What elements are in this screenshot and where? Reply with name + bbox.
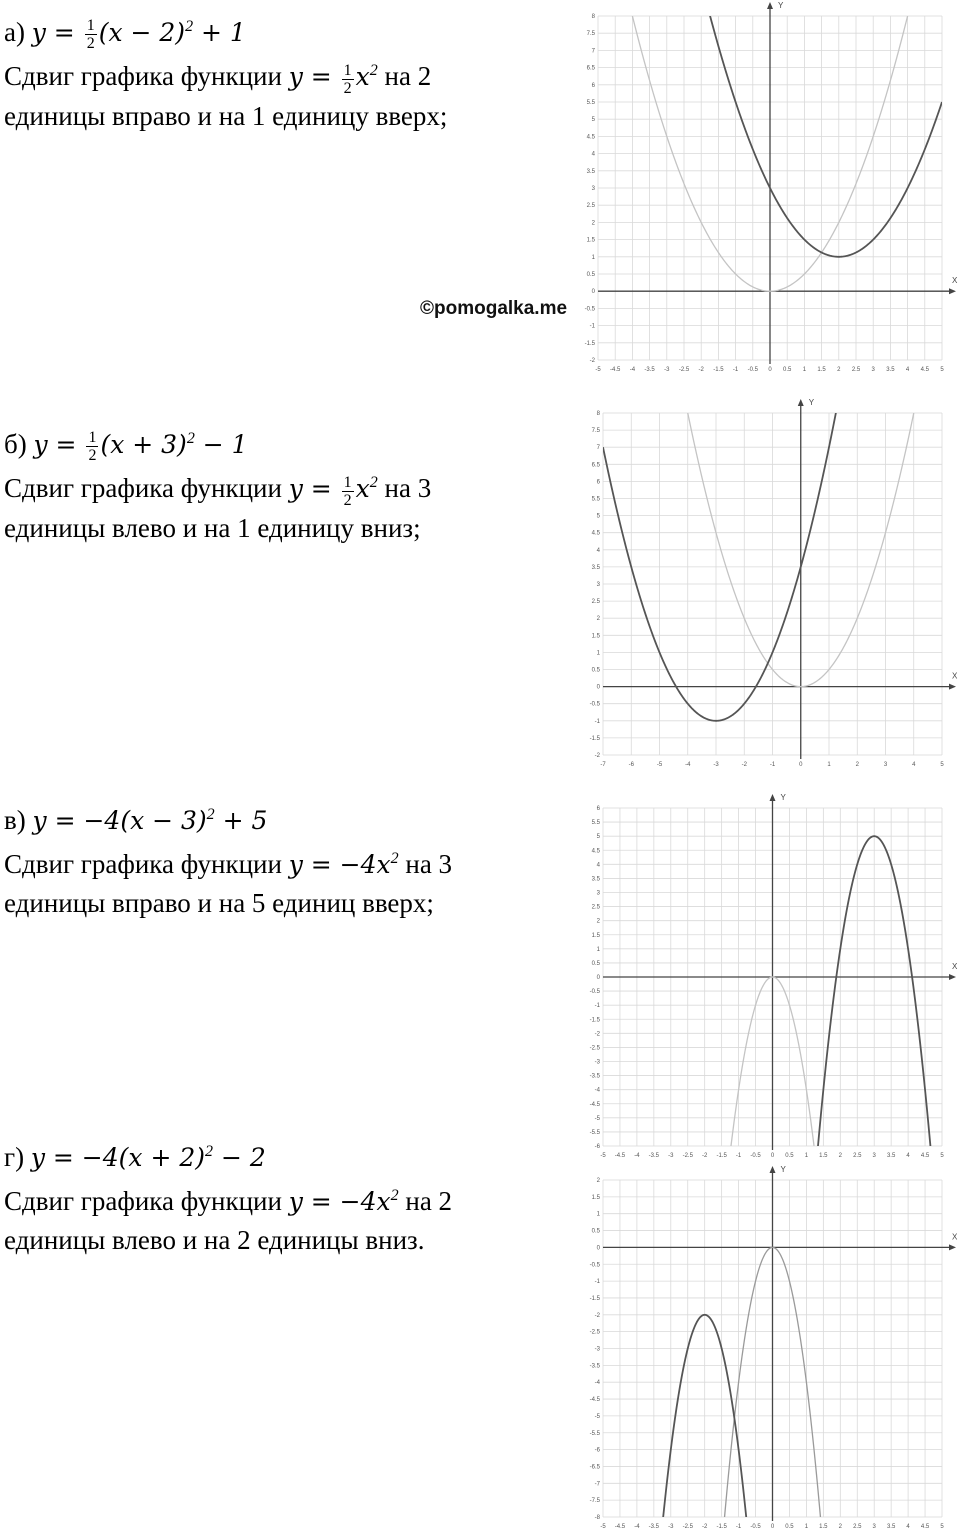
y-tick-label: 5.5 bbox=[591, 496, 600, 503]
y-tick-label: 4 bbox=[596, 862, 600, 869]
equation-g-tail: − 2 bbox=[213, 1143, 266, 1172]
x-tick-label: 1.5 bbox=[819, 1524, 828, 1530]
exponent: 2 bbox=[390, 850, 399, 867]
exponent: 2 bbox=[185, 18, 194, 35]
equation-a-pre: y = bbox=[31, 18, 83, 47]
x-tick-label: 0.5 bbox=[785, 1524, 794, 1530]
x-tick-label: 3 bbox=[872, 1524, 876, 1530]
equation-a bbox=[4, 8, 447, 52]
y-tick-label: 1.5 bbox=[586, 237, 595, 244]
y-tick-label: 8 bbox=[591, 14, 595, 20]
y-tick-label: -3 bbox=[594, 1346, 600, 1353]
y-tick-label: -4 bbox=[594, 1087, 600, 1094]
y-axis-arrow bbox=[767, 2, 773, 9]
x-tick-label: 5 bbox=[940, 1524, 944, 1530]
y-tick-label: 1.5 bbox=[591, 932, 600, 939]
x-tick-label: 5 bbox=[940, 762, 944, 768]
letter-v: в) bbox=[4, 805, 26, 835]
equation-v bbox=[4, 796, 452, 840]
y-tick-label: 2.5 bbox=[591, 904, 600, 911]
y-tick-label: 4 bbox=[596, 547, 600, 554]
x-tick-label: 1 bbox=[804, 1153, 809, 1159]
line1-g-pre: Сдвиг графика функции bbox=[4, 1186, 289, 1216]
equation-a-post: (x − 2) bbox=[98, 18, 186, 47]
x-tick-label: -2 bbox=[698, 367, 704, 373]
equation-g bbox=[4, 1133, 452, 1177]
y-tick-label: -8 bbox=[594, 1515, 600, 1521]
y-tick-label: 3.5 bbox=[586, 168, 595, 175]
line2-b: единицы влево и на 1 единицу вниз; bbox=[4, 512, 421, 543]
fraction-num: 1 bbox=[343, 61, 352, 79]
fraction bbox=[85, 17, 97, 52]
equation-v-tail: + 5 bbox=[214, 806, 268, 835]
x-tick-label: -1.5 bbox=[713, 367, 724, 373]
x-tick-label: 3.5 bbox=[886, 1153, 896, 1159]
x-axis-arrow bbox=[949, 288, 956, 294]
y-tick-label: 5 bbox=[596, 834, 600, 841]
y-tick-label: -6 bbox=[594, 1144, 600, 1150]
y-tick-label: 6.5 bbox=[586, 65, 595, 72]
x-tick-label: -2 bbox=[702, 1524, 708, 1530]
y-tick-label: 1.5 bbox=[591, 1194, 600, 1201]
x-tick-label: 1.5 bbox=[819, 1153, 828, 1159]
y-tick-label: 3 bbox=[596, 890, 600, 897]
y-tick-label: -1.5 bbox=[584, 340, 595, 347]
line1-g-f: y = −4x bbox=[288, 1187, 391, 1216]
letter-a: а) bbox=[4, 17, 25, 47]
y-tick-label: 6 bbox=[591, 82, 595, 89]
y-tick-label: 3 bbox=[591, 186, 595, 192]
y-tick-label: 0.5 bbox=[591, 1228, 600, 1235]
x-tick-label: 0 bbox=[799, 762, 803, 768]
x-tick-label: -0.5 bbox=[747, 367, 758, 373]
line1-a-x: x bbox=[355, 62, 370, 92]
x-tick-label: 1.5 bbox=[817, 367, 826, 373]
x-tick-label: 3.5 bbox=[886, 1524, 896, 1530]
y-tick-label: 7 bbox=[596, 445, 600, 452]
x-tick-label: 0.5 bbox=[783, 367, 792, 373]
y-tick-label: 3.5 bbox=[591, 564, 600, 571]
y-tick-label: 1 bbox=[596, 1211, 600, 1218]
fraction-den: 2 bbox=[86, 35, 95, 53]
fraction bbox=[342, 62, 354, 97]
x-tick-label: 0 bbox=[770, 1524, 775, 1530]
x-tick-label: -0.5 bbox=[750, 1524, 761, 1530]
fraction-den: 2 bbox=[88, 447, 97, 465]
exponent: 2 bbox=[369, 62, 378, 80]
x-tick-label: 3.5 bbox=[886, 367, 895, 373]
y-tick-label: -5 bbox=[594, 1413, 600, 1420]
line1-g-post: на 2 bbox=[398, 1186, 453, 1216]
item-g bbox=[4, 1133, 452, 1259]
y-tick-label: 3.5 bbox=[591, 876, 600, 883]
x-tick-label: -1.5 bbox=[716, 1153, 727, 1159]
x-tick-label: -4.5 bbox=[614, 1524, 626, 1530]
x-tick-label: -2.5 bbox=[678, 367, 690, 373]
item-a bbox=[4, 8, 447, 135]
y-axis-arrow bbox=[770, 1166, 776, 1173]
x-tick-label: 5 bbox=[940, 367, 944, 373]
x-tick-label: -2 bbox=[741, 762, 747, 768]
x-tick-label: -2.5 bbox=[682, 1524, 693, 1530]
watermark: ©pomogalka.me bbox=[420, 298, 568, 319]
line1-a-y: y = bbox=[288, 62, 340, 92]
y-tick-label: -4 bbox=[594, 1380, 600, 1387]
x-tick-label: -4.5 bbox=[614, 1153, 626, 1159]
y-tick-label: -3 bbox=[594, 1059, 600, 1066]
x-tick-label: -7 bbox=[600, 762, 606, 768]
y-tick-label: -2 bbox=[594, 753, 600, 759]
y-axis-arrow bbox=[770, 794, 776, 801]
y-tick-label: -3.5 bbox=[589, 1073, 600, 1080]
x-tick-label: -4 bbox=[634, 1153, 640, 1159]
y-tick-label: -1 bbox=[594, 1279, 600, 1286]
x-tick-label: 4.5 bbox=[920, 1153, 930, 1159]
y-tick-label: -5.5 bbox=[589, 1129, 600, 1136]
x-tick-label: -3 bbox=[668, 1153, 674, 1159]
graph-v bbox=[570, 790, 960, 1160]
y-tick-label: -1.5 bbox=[589, 735, 600, 742]
x-tick-label: -3.5 bbox=[644, 367, 655, 373]
y-axis-label: Y bbox=[780, 1165, 786, 1174]
y-axis-label: Y bbox=[780, 793, 786, 802]
y-axis-label: Y bbox=[808, 398, 815, 407]
y-tick-label: -5 bbox=[594, 1115, 600, 1122]
x-tick-label: -4 bbox=[634, 1524, 640, 1530]
x-tick-label: -4 bbox=[685, 762, 691, 768]
x-axis-label: X bbox=[952, 671, 958, 681]
y-axis-label: Y bbox=[778, 1, 784, 10]
x-tick-label: -5 bbox=[600, 1524, 606, 1530]
x-tick-label: -5 bbox=[600, 1153, 606, 1159]
y-tick-label: 1 bbox=[596, 946, 600, 953]
y-tick-label: -1 bbox=[594, 718, 600, 725]
fraction-den: 2 bbox=[343, 79, 352, 97]
line1-v-post: на 3 bbox=[398, 849, 453, 879]
x-tick-label: -1 bbox=[732, 367, 739, 373]
y-tick-label: 6.5 bbox=[591, 462, 600, 469]
y-tick-label: 7 bbox=[591, 48, 595, 55]
x-axis-label: X bbox=[952, 1232, 958, 1242]
y-tick-label: -6 bbox=[594, 1447, 600, 1454]
graph-b bbox=[570, 395, 960, 770]
x-tick-label: 1 bbox=[804, 1524, 809, 1530]
x-tick-label: -1 bbox=[769, 762, 776, 768]
equation-b-post: (x + 3) bbox=[100, 430, 187, 459]
y-tick-label: 4.5 bbox=[591, 848, 600, 855]
y-tick-label: 0 bbox=[596, 1245, 600, 1252]
y-tick-label: -7.5 bbox=[589, 1498, 600, 1505]
y-tick-label: -3.5 bbox=[589, 1363, 600, 1370]
y-tick-label: 2 bbox=[596, 1178, 600, 1184]
line1-b bbox=[4, 464, 431, 508]
y-tick-label: -2 bbox=[594, 1312, 600, 1319]
y-tick-label: 2 bbox=[591, 220, 595, 227]
y-tick-label: -1 bbox=[594, 1003, 600, 1010]
x-tick-label: 2 bbox=[837, 367, 841, 373]
y-tick-label: 2.5 bbox=[591, 599, 600, 606]
x-tick-label: 4 bbox=[906, 1153, 910, 1159]
equation-b bbox=[4, 420, 431, 464]
exponent: 2 bbox=[186, 430, 195, 447]
x-tick-label: 4 bbox=[912, 762, 916, 768]
line1-v-pre: Сдвиг графика функции bbox=[4, 849, 289, 879]
y-tick-label: 5 bbox=[591, 117, 595, 124]
graph-a bbox=[570, 0, 960, 375]
y-tick-label: -6.5 bbox=[589, 1464, 600, 1471]
x-tick-label: 2.5 bbox=[851, 367, 861, 373]
y-tick-label: 4.5 bbox=[586, 134, 595, 141]
y-tick-label: -1.5 bbox=[589, 1295, 600, 1302]
x-tick-label: 2 bbox=[838, 1153, 842, 1159]
fraction bbox=[86, 429, 98, 464]
x-axis-arrow bbox=[949, 1244, 956, 1250]
y-tick-label: -5.5 bbox=[589, 1430, 600, 1437]
x-tick-label: 2.5 bbox=[853, 1153, 862, 1159]
line1-b-x: x bbox=[355, 474, 370, 504]
y-tick-label: 4.5 bbox=[591, 530, 600, 537]
exponent: 2 bbox=[369, 474, 378, 492]
equation-a-tail: + 1 bbox=[193, 18, 246, 47]
y-tick-label: -2.5 bbox=[589, 1329, 600, 1336]
x-tick-label: -5 bbox=[595, 367, 601, 373]
fraction bbox=[342, 474, 354, 509]
y-tick-label: -0.5 bbox=[584, 306, 595, 313]
y-tick-label: 8 bbox=[596, 411, 600, 417]
y-tick-label: -0.5 bbox=[589, 701, 600, 708]
y-tick-label: 0.5 bbox=[591, 667, 600, 674]
x-tick-label: -3 bbox=[713, 762, 719, 768]
letter-g: г) bbox=[4, 1142, 25, 1172]
x-tick-label: 0 bbox=[770, 1153, 775, 1159]
y-tick-label: 1 bbox=[596, 650, 600, 657]
y-tick-label: -4.5 bbox=[589, 1101, 600, 1108]
equation-v-pre: y = −4(x − 3) bbox=[32, 806, 207, 835]
y-tick-label: 2.5 bbox=[586, 203, 595, 210]
x-axis-label: X bbox=[952, 276, 958, 286]
y-tick-label: 5.5 bbox=[586, 100, 595, 106]
y-tick-label: 2 bbox=[596, 918, 600, 925]
grid bbox=[603, 413, 942, 755]
line2-g: единицы влево и на 2 единицы вниз. bbox=[4, 1225, 425, 1255]
equation-b-pre: y = bbox=[33, 430, 85, 459]
x-tick-label: 2 bbox=[855, 762, 859, 768]
y-tick-label: -1 bbox=[589, 323, 595, 330]
line1-a-post: на 2 bbox=[377, 61, 432, 92]
y-tick-label: 7.5 bbox=[591, 428, 600, 435]
x-tick-label: 4 bbox=[905, 367, 910, 373]
y-tick-label: 7.5 bbox=[586, 31, 595, 38]
x-tick-label: -1 bbox=[735, 1524, 742, 1530]
x-tick-label: 2.5 bbox=[853, 1524, 862, 1530]
y-tick-label: 5 bbox=[596, 513, 600, 520]
y-tick-label: -2 bbox=[589, 358, 595, 364]
graph-g bbox=[570, 1160, 960, 1533]
y-tick-label: -2 bbox=[594, 1031, 600, 1038]
x-tick-label: -5 bbox=[656, 762, 663, 768]
line1-b-post: на 3 bbox=[377, 473, 432, 504]
y-tick-label: 4 bbox=[591, 151, 595, 158]
fraction-num: 1 bbox=[86, 17, 95, 35]
x-tick-label: 4 bbox=[906, 1524, 910, 1530]
line1-g bbox=[4, 1177, 452, 1221]
y-tick-label: 1.5 bbox=[591, 633, 600, 640]
x-tick-label: -3 bbox=[664, 367, 670, 373]
x-tick-label: -0.5 bbox=[750, 1153, 761, 1159]
x-tick-label: -3.5 bbox=[648, 1524, 660, 1530]
x-tick-label: -4 bbox=[629, 367, 636, 373]
x-tick-label: 3 bbox=[872, 1153, 876, 1159]
exponent: 2 bbox=[205, 1143, 213, 1160]
y-tick-label: 2 bbox=[596, 616, 600, 623]
x-tick-label: -1 bbox=[735, 1153, 742, 1159]
x-axis-arrow bbox=[949, 974, 956, 980]
line1-a-pre: Сдвиг графика функции bbox=[4, 61, 289, 92]
letter-b: б) bbox=[4, 429, 27, 459]
exponent: 2 bbox=[206, 806, 215, 823]
x-tick-label: -2.5 bbox=[682, 1153, 693, 1159]
y-tick-label: 6 bbox=[596, 806, 600, 812]
y-tick-label: -0.5 bbox=[589, 989, 600, 996]
y-tick-label: 0.5 bbox=[586, 272, 595, 278]
x-tick-label: 1 bbox=[802, 367, 807, 373]
y-axis-arrow bbox=[798, 399, 804, 406]
item-v bbox=[4, 796, 452, 922]
y-tick-label: -7 bbox=[594, 1481, 600, 1488]
exponent: 2 bbox=[390, 1187, 399, 1204]
y-tick-label: -1.5 bbox=[589, 1017, 600, 1024]
equation-b-tail: − 1 bbox=[194, 430, 248, 459]
x-tick-label: 3 bbox=[883, 762, 888, 768]
x-tick-label: 4.5 bbox=[920, 1524, 930, 1530]
y-tick-label: 0 bbox=[591, 289, 595, 296]
line1-b-pre: Сдвиг графика функции bbox=[4, 473, 289, 504]
x-tick-label: -1.5 bbox=[716, 1524, 727, 1530]
fraction-num: 1 bbox=[343, 473, 352, 491]
x-tick-label: 2 bbox=[838, 1524, 842, 1530]
x-tick-label: -3 bbox=[668, 1524, 674, 1530]
item-b bbox=[4, 420, 431, 547]
y-tick-label: -4.5 bbox=[589, 1397, 600, 1404]
y-tick-label: 5.5 bbox=[591, 820, 600, 827]
y-tick-label: 0 bbox=[596, 975, 600, 981]
y-tick-label: 1 bbox=[591, 254, 595, 261]
x-tick-label: -6 bbox=[628, 762, 634, 768]
line1-v bbox=[4, 840, 452, 884]
x-tick-label: 5 bbox=[940, 1153, 944, 1159]
x-tick-label: 1 bbox=[827, 762, 831, 768]
x-axis-label: X bbox=[952, 962, 958, 971]
y-tick-label: 0 bbox=[596, 684, 600, 691]
x-tick-label: -4.5 bbox=[610, 367, 621, 373]
y-tick-label: 3 bbox=[596, 582, 600, 588]
fraction-num: 1 bbox=[88, 429, 97, 447]
x-tick-label: 0 bbox=[768, 367, 772, 373]
x-axis-arrow bbox=[949, 684, 956, 690]
line2-v: единицы вправо и на 5 единиц вверх; bbox=[4, 888, 434, 918]
y-tick-label: 0.5 bbox=[591, 960, 600, 967]
x-tick-label: 3 bbox=[871, 367, 875, 373]
y-tick-label: -0.5 bbox=[589, 1262, 600, 1269]
x-tick-label: -3.5 bbox=[648, 1153, 660, 1159]
x-tick-label: -2 bbox=[702, 1153, 708, 1159]
line1-v-f: y = −4x bbox=[288, 850, 391, 879]
y-tick-label: 6 bbox=[596, 479, 600, 486]
line1-b-y: y = bbox=[288, 474, 340, 504]
line2-a: единицы вправо и на 1 единицу вверх; bbox=[4, 100, 448, 131]
y-tick-label: -2.5 bbox=[589, 1045, 600, 1052]
fraction-den: 2 bbox=[343, 491, 352, 509]
x-tick-label: 4.5 bbox=[920, 367, 929, 373]
x-tick-label: 0.5 bbox=[785, 1153, 794, 1159]
line1-a bbox=[4, 52, 447, 96]
equation-g-pre: y = −4(x + 2) bbox=[30, 1143, 205, 1172]
